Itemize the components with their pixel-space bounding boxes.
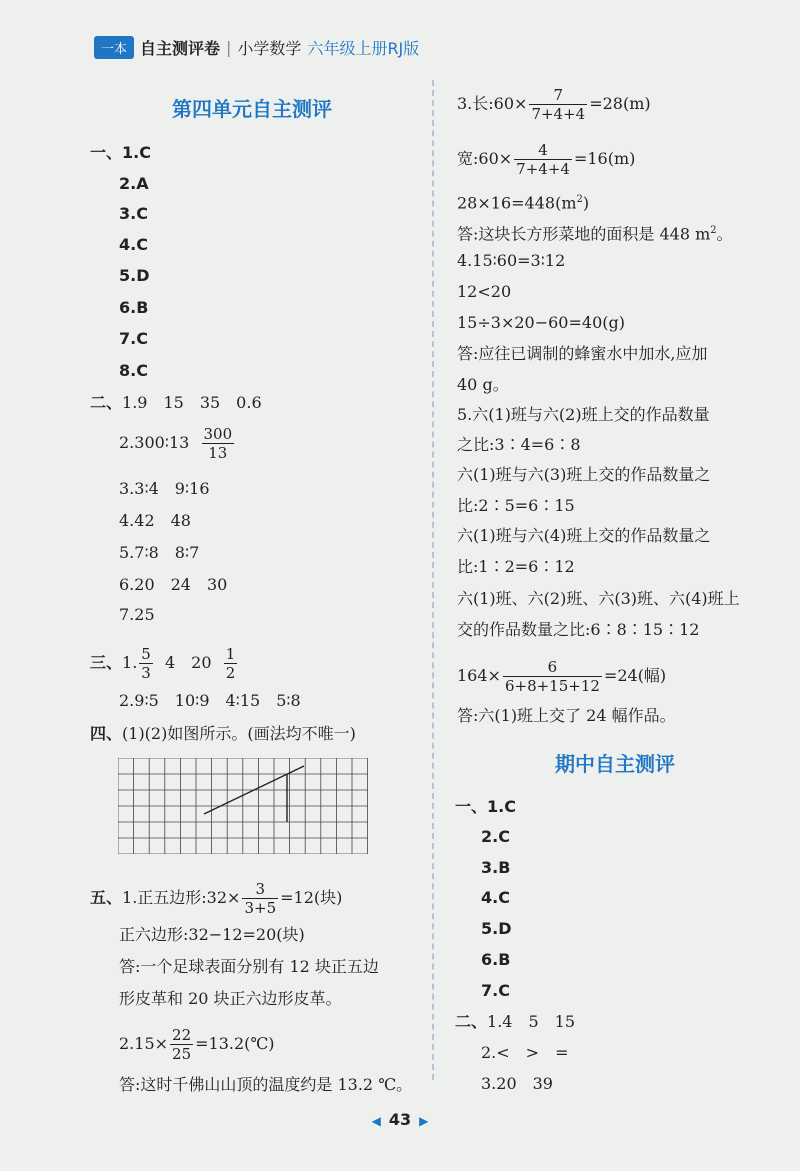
answer-item: 3.C	[119, 204, 148, 223]
next-arrow-icon: ▶	[419, 1114, 429, 1128]
section2-item2: 2.300∶13 $\frac{300}{13}$	[119, 425, 233, 462]
q5-line8: 交的作品数量之比:6∶8∶15∶12	[457, 620, 700, 639]
q5-line6: 比:1∶2=6∶12	[457, 557, 575, 576]
section2-item6: 6.20 24 30	[119, 575, 228, 594]
midterm-title: 期中自主测评	[555, 752, 675, 776]
section5-line6: 答:这时千佛山山顶的温度约是 13.2 ℃。	[119, 1075, 413, 1094]
q5-line5: 六(1)班与六(4)班上交的作品数量之	[457, 526, 711, 545]
header-separator: |	[226, 37, 232, 57]
prev-arrow-icon: ◀	[371, 1114, 381, 1128]
q3-width: 宽:60× $\frac{4}{7+4+4}$ =16(m)	[457, 141, 636, 178]
q5-line7: 六(1)班、六(2)班、六(3)班、六(4)班上	[457, 589, 740, 608]
drawn-figure	[204, 766, 304, 822]
section2-item1: 二、1.9 15 35 0.6	[90, 393, 262, 412]
midterm-s2-item1: 二、1.4 5 15	[455, 1012, 576, 1031]
section3-item1: 三、1. $\frac{5}{3}$ 4 20 $\frac{1}{2}$	[90, 645, 236, 682]
answer-item: 2.A	[119, 174, 149, 193]
q5-line2: 之比:3∶4=6∶8	[457, 435, 581, 454]
section4-item: 四、(1)(2)如图所示。(画法均不唯一)	[90, 724, 356, 743]
answer-item: 6.B	[119, 298, 149, 317]
q4-line1: 4.15∶60=3∶12	[457, 251, 566, 270]
q5-line4: 比:2∶5=6∶15	[457, 496, 575, 515]
answer-item: 2.C	[481, 827, 510, 846]
midterm-s2-item2: 2.< > =	[481, 1043, 569, 1062]
section2-item5: 5.7∶8 8∶7	[119, 543, 200, 562]
section5-line4: 形皮革和 20 块正六边形皮革。	[119, 989, 342, 1008]
section2-item3: 3.3∶4 9∶16	[119, 479, 210, 498]
q4-line2: 12<20	[457, 282, 512, 301]
column-divider	[432, 80, 434, 1080]
q4-line5: 40 g。	[457, 375, 509, 394]
book-title: 自主测评卷	[140, 38, 221, 58]
answer-item: 4.C	[119, 235, 148, 254]
midterm-s2-item3: 3.20 39	[481, 1074, 553, 1093]
grade-label: 六年级上册RJ版	[307, 38, 420, 58]
section5-item1: 五、1.正五边形:32× $\frac{3}{3+5}$ =12(块)	[90, 880, 343, 917]
answer-item: 5.D	[119, 266, 150, 285]
section2-item4: 4.42 48	[119, 511, 191, 530]
page-number: ◀ 43 ▶	[371, 1110, 429, 1129]
answer-item: 8.C	[119, 361, 148, 380]
q5-line1: 5.六(1)班与六(2)班上交的作品数量	[457, 405, 710, 424]
section5-line3: 答:一个足球表面分别有 12 块正五边	[119, 957, 379, 976]
q3-length: 3.长:60× $\frac{7}{7+4+4}$ =28(m)	[457, 86, 651, 123]
section5-line2: 正六边形:32−12=20(块)	[119, 925, 305, 944]
section3-item2: 2.9∶5 10∶9 4∶15 5∶8	[119, 691, 301, 710]
midterm-s1-item1: 一、1.C	[455, 797, 516, 816]
q5-answer: 答:六(1)班上交了 24 幅作品。	[457, 706, 676, 725]
q5-formula: 164× $\frac{6}{6+8+15+12}$ =24(幅)	[457, 658, 667, 695]
answer-item: 3.B	[481, 858, 511, 877]
answer-item: 6.B	[481, 950, 511, 969]
section5-item2: 2.15× $\frac{22}{25}$ =13.2(℃)	[119, 1026, 275, 1063]
section1-label: 一、1.C	[90, 143, 151, 162]
page-header	[94, 32, 419, 62]
unit4-title: 第四单元自主测评	[172, 97, 332, 121]
brand-logo: 一本	[94, 36, 134, 59]
q3-answer: 答:这块长方形菜地的面积是 448 $m^2$。	[457, 224, 733, 244]
answer-item: 7.C	[481, 981, 510, 1000]
answer-item: 5.D	[481, 919, 512, 938]
q4-line4: 答:应往已调制的蜂蜜水中加水,应加	[457, 344, 708, 363]
answer-item: 7.C	[119, 329, 148, 348]
q5-line3: 六(1)班与六(3)班上交的作品数量之	[457, 465, 711, 484]
section2-item7: 7.25	[119, 605, 155, 624]
grid-diagram	[118, 758, 368, 854]
q4-line3: 15÷3×20−60=40(g)	[457, 313, 625, 332]
q3-area: $28\times 16=448(m^2)$	[457, 193, 590, 213]
answer-item: 4.C	[481, 888, 510, 907]
grid-lines	[118, 758, 368, 854]
subject-label: 小学数学	[237, 38, 302, 58]
